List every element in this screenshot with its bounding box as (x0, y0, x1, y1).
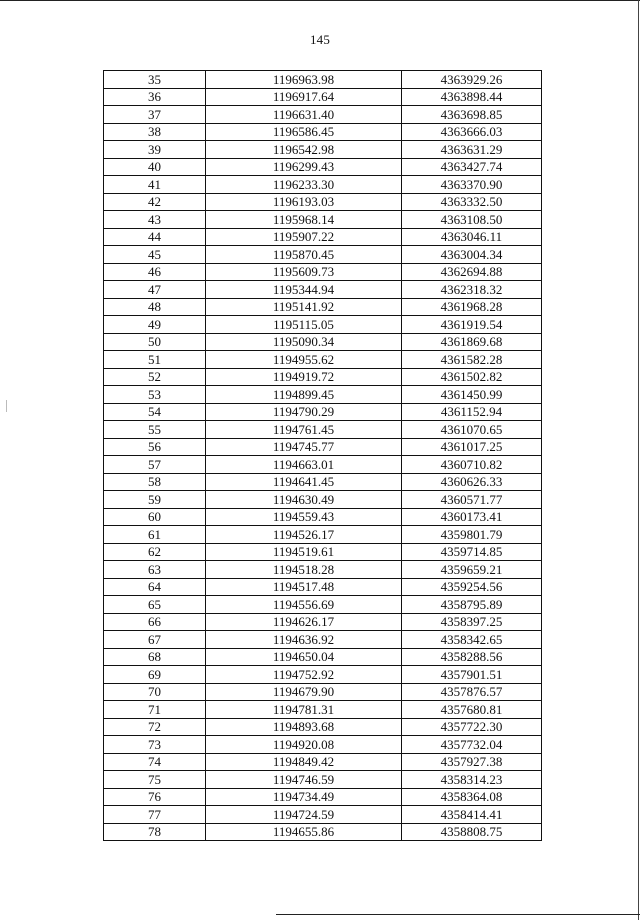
point-number-cell: 66 (104, 613, 206, 631)
table-row (104, 88, 542, 106)
y-coordinate-cell: 4361152.94 (402, 403, 542, 421)
x-coordinate-cell: 1194641.45 (206, 473, 402, 491)
y-coordinate-cell: 4363004.34 (402, 246, 542, 264)
point-number-cell: 52 (104, 368, 206, 386)
point-number-cell: 47 (104, 281, 206, 299)
point-number-cell: 71 (104, 701, 206, 719)
point-number-cell: 42 (104, 193, 206, 211)
y-coordinate-cell: 4363046.11 (402, 228, 542, 246)
table-row (104, 526, 542, 544)
point-number-cell: 46 (104, 263, 206, 281)
y-coordinate-cell: 4360710.82 (402, 456, 542, 474)
x-coordinate-cell: 1195090.34 (206, 333, 402, 351)
table-row (104, 736, 542, 754)
y-coordinate-cell: 4359659.21 (402, 561, 542, 579)
x-coordinate-cell: 1194517.48 (206, 578, 402, 596)
x-coordinate-cell: 1196193.03 (206, 193, 402, 211)
table-row (104, 648, 542, 666)
table-row (104, 788, 542, 806)
y-coordinate-cell: 4360571.77 (402, 491, 542, 509)
x-coordinate-cell: 1196963.98 (206, 71, 402, 89)
y-coordinate-cell: 4363631.29 (402, 141, 542, 159)
point-number-cell: 75 (104, 771, 206, 789)
x-coordinate-cell: 1194761.45 (206, 421, 402, 439)
point-number-cell: 48 (104, 298, 206, 316)
x-coordinate-cell: 1194636.92 (206, 631, 402, 649)
x-coordinate-cell: 1194752.92 (206, 666, 402, 684)
x-coordinate-cell: 1194663.01 (206, 456, 402, 474)
point-number-cell: 78 (104, 823, 206, 841)
y-coordinate-cell: 4357680.81 (402, 701, 542, 719)
point-number-cell: 57 (104, 456, 206, 474)
y-coordinate-cell: 4357876.57 (402, 683, 542, 701)
point-number-cell: 72 (104, 718, 206, 736)
x-coordinate-cell: 1194650.04 (206, 648, 402, 666)
y-coordinate-cell: 4363898.44 (402, 88, 542, 106)
y-coordinate-cell: 4357722.30 (402, 718, 542, 736)
y-coordinate-cell: 4363332.50 (402, 193, 542, 211)
point-number-cell: 38 (104, 123, 206, 141)
table-row (104, 578, 542, 596)
x-coordinate-cell: 1194518.28 (206, 561, 402, 579)
y-coordinate-cell: 4358397.25 (402, 613, 542, 631)
point-number-cell: 54 (104, 403, 206, 421)
page-number: 145 (309, 32, 331, 47)
coordinates-table (103, 70, 542, 841)
y-coordinate-cell: 4360626.33 (402, 473, 542, 491)
table-row (104, 596, 542, 614)
point-number-cell: 53 (104, 386, 206, 404)
point-number-cell: 39 (104, 141, 206, 159)
y-coordinate-cell: 4363666.03 (402, 123, 542, 141)
table-row (104, 718, 542, 736)
table-row (104, 666, 542, 684)
table-row (104, 403, 542, 421)
table-row (104, 561, 542, 579)
table-row (104, 281, 542, 299)
point-number-cell: 68 (104, 648, 206, 666)
table-row (104, 613, 542, 631)
point-number-cell: 62 (104, 543, 206, 561)
table-row (104, 543, 542, 561)
left-margin-mark (6, 400, 7, 412)
table-row (104, 228, 542, 246)
x-coordinate-cell: 1194746.59 (206, 771, 402, 789)
table-row (104, 211, 542, 229)
y-coordinate-cell: 4363427.74 (402, 158, 542, 176)
y-coordinate-cell: 4361502.82 (402, 368, 542, 386)
table-row (104, 316, 542, 334)
point-number-cell: 59 (104, 491, 206, 509)
point-number-cell: 64 (104, 578, 206, 596)
x-coordinate-cell: 1194955.62 (206, 351, 402, 369)
x-coordinate-cell: 1194919.72 (206, 368, 402, 386)
table-row (104, 368, 542, 386)
x-coordinate-cell: 1196586.45 (206, 123, 402, 141)
point-number-cell: 40 (104, 158, 206, 176)
x-coordinate-cell: 1195609.73 (206, 263, 402, 281)
point-number-cell: 74 (104, 753, 206, 771)
table-row (104, 771, 542, 789)
table-row (104, 106, 542, 124)
y-coordinate-cell: 4361582.28 (402, 351, 542, 369)
point-number-cell: 43 (104, 211, 206, 229)
x-coordinate-cell: 1195907.22 (206, 228, 402, 246)
x-coordinate-cell: 1194519.61 (206, 543, 402, 561)
x-coordinate-cell: 1195870.45 (206, 246, 402, 264)
page-top-border (0, 0, 640, 1)
point-number-cell: 35 (104, 71, 206, 89)
point-number-cell: 67 (104, 631, 206, 649)
point-number-cell: 56 (104, 438, 206, 456)
x-coordinate-cell: 1194920.08 (206, 736, 402, 754)
y-coordinate-cell: 4363698.85 (402, 106, 542, 124)
x-coordinate-cell: 1194679.90 (206, 683, 402, 701)
y-coordinate-cell: 4361968.28 (402, 298, 542, 316)
y-coordinate-cell: 4363370.90 (402, 176, 542, 194)
table-row (104, 823, 542, 841)
y-coordinate-cell: 4357732.04 (402, 736, 542, 754)
x-coordinate-cell: 1194630.49 (206, 491, 402, 509)
x-coordinate-cell: 1194781.31 (206, 701, 402, 719)
table-row (104, 683, 542, 701)
x-coordinate-cell: 1196917.64 (206, 88, 402, 106)
table-row (104, 71, 542, 89)
y-coordinate-cell: 4363108.50 (402, 211, 542, 229)
table-row (104, 438, 542, 456)
bottom-rule (276, 914, 640, 915)
y-coordinate-cell: 4361869.68 (402, 333, 542, 351)
point-number-cell: 76 (104, 788, 206, 806)
y-coordinate-cell: 4357901.51 (402, 666, 542, 684)
x-coordinate-cell: 1194734.49 (206, 788, 402, 806)
table-row (104, 631, 542, 649)
table-row (104, 386, 542, 404)
x-coordinate-cell: 1195968.14 (206, 211, 402, 229)
x-coordinate-cell: 1194893.68 (206, 718, 402, 736)
point-number-cell: 61 (104, 526, 206, 544)
table-row (104, 298, 542, 316)
y-coordinate-cell: 4358364.08 (402, 788, 542, 806)
table-row (104, 456, 542, 474)
x-coordinate-cell: 1194849.42 (206, 753, 402, 771)
y-coordinate-cell: 4362318.32 (402, 281, 542, 299)
y-coordinate-cell: 4358342.65 (402, 631, 542, 649)
x-coordinate-cell: 1196542.98 (206, 141, 402, 159)
table-row (104, 263, 542, 281)
x-coordinate-cell: 1196631.40 (206, 106, 402, 124)
x-coordinate-cell: 1196299.43 (206, 158, 402, 176)
y-coordinate-cell: 4361070.65 (402, 421, 542, 439)
x-coordinate-cell: 1196233.30 (206, 176, 402, 194)
table-row (104, 421, 542, 439)
y-coordinate-cell: 4358314.23 (402, 771, 542, 789)
page-right-border (638, 0, 639, 920)
point-number-cell: 45 (104, 246, 206, 264)
x-coordinate-cell: 1194790.29 (206, 403, 402, 421)
y-coordinate-cell: 4361919.54 (402, 316, 542, 334)
x-coordinate-cell: 1194626.17 (206, 613, 402, 631)
point-number-cell: 73 (104, 736, 206, 754)
x-coordinate-cell: 1194526.17 (206, 526, 402, 544)
point-number-cell: 41 (104, 176, 206, 194)
table-row (104, 701, 542, 719)
point-number-cell: 70 (104, 683, 206, 701)
x-coordinate-cell: 1195115.05 (206, 316, 402, 334)
point-number-cell: 51 (104, 351, 206, 369)
point-number-cell: 55 (104, 421, 206, 439)
x-coordinate-cell: 1194559.43 (206, 508, 402, 526)
table-row (104, 508, 542, 526)
y-coordinate-cell: 4358808.75 (402, 823, 542, 841)
y-coordinate-cell: 4362694.88 (402, 263, 542, 281)
y-coordinate-cell: 4357927.38 (402, 753, 542, 771)
y-coordinate-cell: 4359714.85 (402, 543, 542, 561)
y-coordinate-cell: 4358795.89 (402, 596, 542, 614)
point-number-cell: 44 (104, 228, 206, 246)
x-coordinate-cell: 1195141.92 (206, 298, 402, 316)
y-coordinate-cell: 4361450.99 (402, 386, 542, 404)
point-number-cell: 50 (104, 333, 206, 351)
point-number-cell: 63 (104, 561, 206, 579)
table-row (104, 806, 542, 824)
table-row (104, 351, 542, 369)
point-number-cell: 69 (104, 666, 206, 684)
point-number-cell: 60 (104, 508, 206, 526)
y-coordinate-cell: 4358414.41 (402, 806, 542, 824)
table-row (104, 333, 542, 351)
x-coordinate-cell: 1194655.86 (206, 823, 402, 841)
point-number-cell: 49 (104, 316, 206, 334)
x-coordinate-cell: 1194899.45 (206, 386, 402, 404)
x-coordinate-cell: 1194556.69 (206, 596, 402, 614)
x-coordinate-cell: 1195344.94 (206, 281, 402, 299)
table-row (104, 141, 542, 159)
table-row (104, 246, 542, 264)
y-coordinate-cell: 4358288.56 (402, 648, 542, 666)
table-row (104, 123, 542, 141)
table-row (104, 176, 542, 194)
y-coordinate-cell: 4359254.56 (402, 578, 542, 596)
table-row (104, 158, 542, 176)
x-coordinate-cell: 1194745.77 (206, 438, 402, 456)
table-row (104, 193, 542, 211)
table-row (104, 473, 542, 491)
table-row (104, 491, 542, 509)
point-number-cell: 77 (104, 806, 206, 824)
x-coordinate-cell: 1194724.59 (206, 806, 402, 824)
point-number-cell: 36 (104, 88, 206, 106)
y-coordinate-cell: 4359801.79 (402, 526, 542, 544)
y-coordinate-cell: 4363929.26 (402, 71, 542, 89)
y-coordinate-cell: 4361017.25 (402, 438, 542, 456)
point-number-cell: 37 (104, 106, 206, 124)
y-coordinate-cell: 4360173.41 (402, 508, 542, 526)
point-number-cell: 65 (104, 596, 206, 614)
table-row (104, 753, 542, 771)
coordinates-table-body (104, 71, 542, 841)
point-number-cell: 58 (104, 473, 206, 491)
